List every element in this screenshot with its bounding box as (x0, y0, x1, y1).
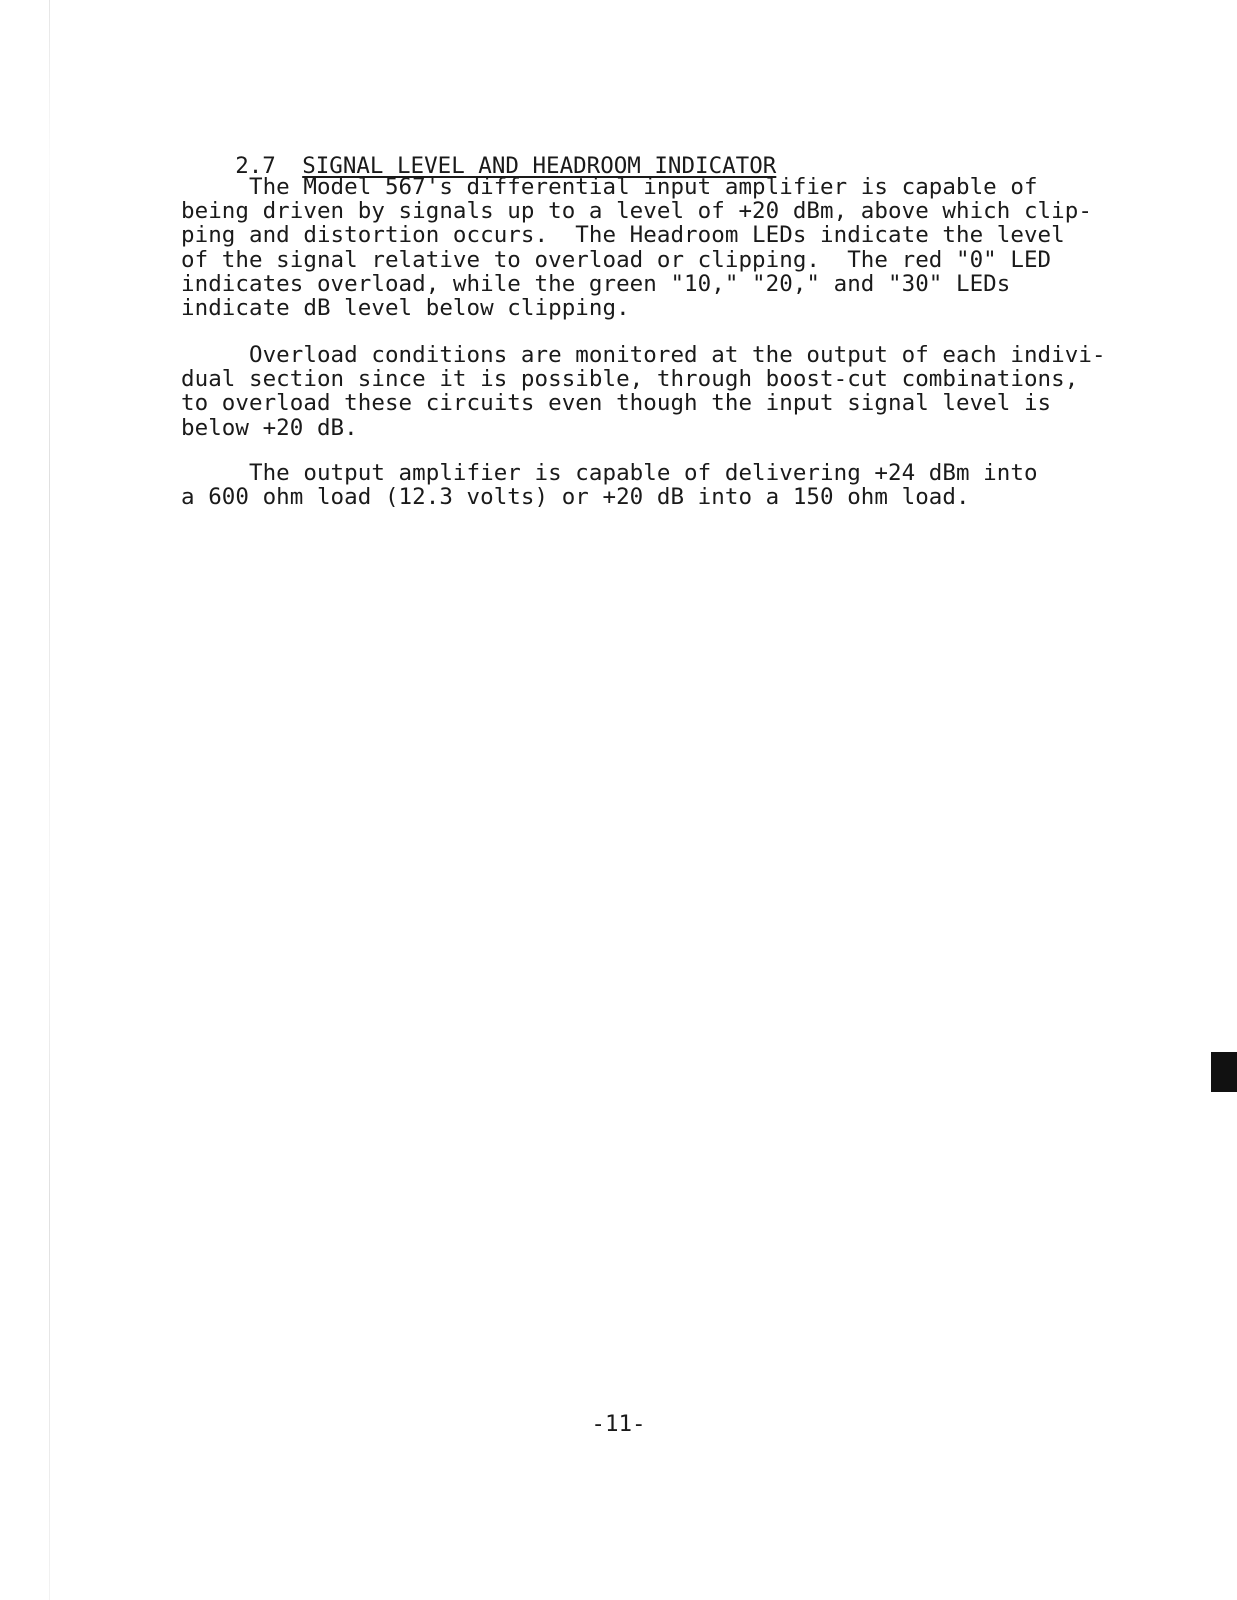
text-line: dual section since it is possible, through boost-cut combinations, (181, 366, 1079, 393)
text-line: indicates overload, while the green "10," "20," and "30" LEDs (181, 270, 1011, 297)
paragraph-1 (181, 175, 1161, 320)
text-line: The Model 567's differential input amplifier is capable of (181, 174, 1038, 200)
text-line: The output amplifier is capable of delivering +24 dBm into (181, 460, 1038, 486)
paragraph-3 (181, 461, 1161, 509)
text-line: to overload these circuits even though the input signal level is (181, 390, 1052, 417)
section-title: SIGNAL LEVEL AND HEADROOM INDICATOR (302, 153, 777, 179)
text-line: Overload conditions are monitored at the output of each indivi- (181, 342, 1106, 368)
page-number: -11- (591, 1411, 646, 1437)
page-edge-tab-mark (1211, 1052, 1237, 1092)
text-line: below +20 dB. (181, 414, 358, 441)
text-line: indicate dB level below clipping. (181, 295, 630, 322)
paragraph-2 (181, 343, 1161, 440)
text-line: a 600 ohm load (12.3 volts) or +20 dB into a 150 ohm load. (181, 484, 970, 511)
text-line: of the signal relative to overload or clipping. The red "0" LED (181, 246, 1052, 273)
text-line: ping and distortion occurs. The Headroom LEDs indicate the level (181, 222, 1065, 249)
text-line: being driven by signals up to a level of +20 dBm, above which clip- (181, 198, 1092, 225)
scan-edge-line (49, 0, 50, 1600)
section-number: 2.7 (235, 153, 276, 179)
